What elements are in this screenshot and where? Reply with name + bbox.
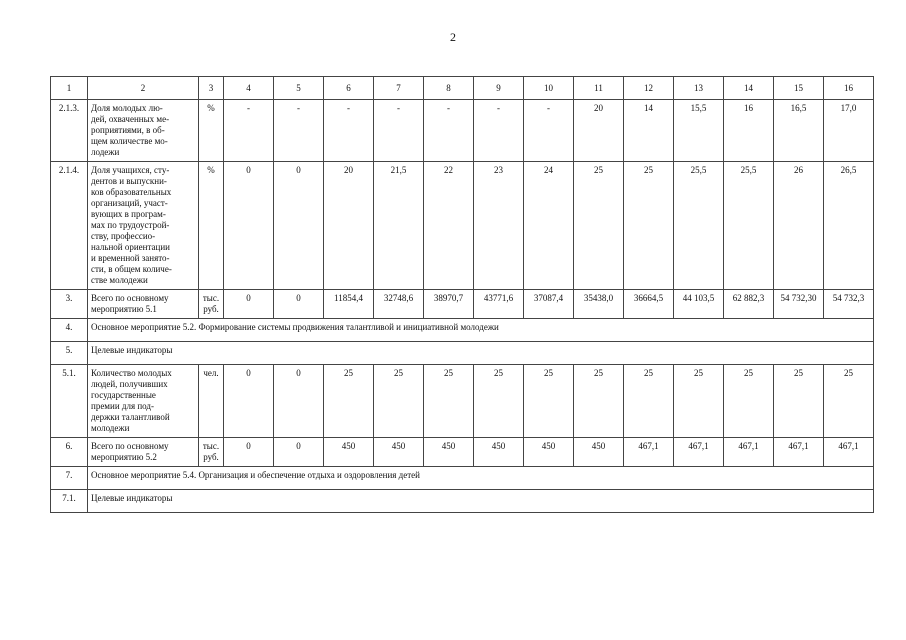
value-cell: 25: [574, 365, 624, 438]
table-row: [51, 290, 874, 319]
unit-cell: тыс. руб.: [199, 438, 224, 467]
value-cell: 25: [474, 365, 524, 438]
indicator-name-cell: Доля молодых лю- дей, охваченных ме- роприятиями, в об- щем количестве мо- лодежи: [88, 100, 199, 162]
value-cell: 26,5: [824, 162, 874, 290]
section-row: [51, 467, 874, 490]
indicators-table: [50, 76, 874, 513]
table-row: [51, 438, 874, 467]
page-number: 2: [450, 30, 456, 44]
column-number-cell: 7: [374, 77, 424, 100]
value-cell: 14: [624, 100, 674, 162]
row-number-cell: 2.1.4.: [51, 162, 88, 290]
value-cell: 36664,5: [624, 290, 674, 319]
section-title-cell: Основное мероприятие 5.2. Формирование системы продвижения талантливой и инициативной молодежи: [88, 319, 874, 342]
value-cell: 25: [624, 365, 674, 438]
column-number-cell: 15: [774, 77, 824, 100]
section-row: [51, 342, 874, 365]
column-number-cell: 14: [724, 77, 774, 100]
value-cell: 25: [324, 365, 374, 438]
table-body: [51, 77, 874, 513]
value-cell: 450: [374, 438, 424, 467]
row-number-cell: 4.: [51, 319, 88, 342]
value-cell: 16: [724, 100, 774, 162]
value-cell: 26: [774, 162, 824, 290]
value-cell: -: [374, 100, 424, 162]
value-cell: 44 103,5: [674, 290, 724, 319]
indicator-name-cell: Всего по основному мероприятию 5.2: [88, 438, 199, 467]
column-number-cell: 2: [88, 77, 199, 100]
value-cell: 450: [574, 438, 624, 467]
value-cell: 0: [224, 438, 274, 467]
header-row: [51, 77, 874, 100]
value-cell: 0: [224, 162, 274, 290]
value-cell: 0: [224, 290, 274, 319]
value-cell: 25: [524, 365, 574, 438]
section-title-cell: Целевые индикаторы: [88, 490, 874, 513]
row-number-cell: 7.1.: [51, 490, 88, 513]
unit-cell: %: [199, 162, 224, 290]
value-cell: -: [424, 100, 474, 162]
column-number-cell: 5: [274, 77, 324, 100]
value-cell: 32748,6: [374, 290, 424, 319]
value-cell: 16,5: [774, 100, 824, 162]
column-number-cell: 6: [324, 77, 374, 100]
value-cell: 25: [674, 365, 724, 438]
value-cell: 54 732,3: [824, 290, 874, 319]
value-cell: 450: [474, 438, 524, 467]
value-cell: 25: [374, 365, 424, 438]
value-cell: 20: [324, 162, 374, 290]
value-cell: 24: [524, 162, 574, 290]
value-cell: 20: [574, 100, 624, 162]
indicator-name-cell: Количество молодых людей, получивших государственные премии для под- держки талантливой молодежи: [88, 365, 199, 438]
column-number-cell: 11: [574, 77, 624, 100]
value-cell: 54 732,30: [774, 290, 824, 319]
value-cell: 25: [824, 365, 874, 438]
value-cell: 450: [524, 438, 574, 467]
value-cell: -: [474, 100, 524, 162]
row-number-cell: 7.: [51, 467, 88, 490]
section-row: [51, 490, 874, 513]
row-number-cell: 6.: [51, 438, 88, 467]
value-cell: 0: [274, 290, 324, 319]
unit-cell: %: [199, 100, 224, 162]
row-number-cell: 5.1.: [51, 365, 88, 438]
value-cell: 17,0: [824, 100, 874, 162]
value-cell: 0: [274, 365, 324, 438]
value-cell: 467,1: [774, 438, 824, 467]
row-number-cell: 5.: [51, 342, 88, 365]
table-row: [51, 100, 874, 162]
value-cell: 25: [774, 365, 824, 438]
indicator-name-cell: Доля учащихся, сту- дентов и выпускни- ков образовательных организаций, участ- вующих в програм- мах по трудоустрой- ству, профессио- нальной ориентации и временной занято- сти, в общем количе- стве молодежи: [88, 162, 199, 290]
value-cell: 25: [574, 162, 624, 290]
section-title-cell: Основное мероприятие 5.4. Организация и обеспечение отдыха и оздоровления детей: [88, 467, 874, 490]
value-cell: 11854,4: [324, 290, 374, 319]
column-number-cell: 12: [624, 77, 674, 100]
value-cell: 23: [474, 162, 524, 290]
value-cell: -: [224, 100, 274, 162]
value-cell: 25: [424, 365, 474, 438]
value-cell: 38970,7: [424, 290, 474, 319]
column-number-cell: 8: [424, 77, 474, 100]
value-cell: 37087,4: [524, 290, 574, 319]
column-number-cell: 13: [674, 77, 724, 100]
column-number-cell: 16: [824, 77, 874, 100]
value-cell: 0: [274, 162, 324, 290]
row-number-cell: 2.1.3.: [51, 100, 88, 162]
value-cell: 25,5: [724, 162, 774, 290]
table-row: [51, 365, 874, 438]
column-number-cell: 1: [51, 77, 88, 100]
value-cell: 22: [424, 162, 474, 290]
column-number-cell: 4: [224, 77, 274, 100]
value-cell: -: [524, 100, 574, 162]
value-cell: 15,5: [674, 100, 724, 162]
row-number-cell: 3.: [51, 290, 88, 319]
value-cell: -: [324, 100, 374, 162]
value-cell: 0: [274, 438, 324, 467]
value-cell: 35438,0: [574, 290, 624, 319]
column-number-cell: 9: [474, 77, 524, 100]
value-cell: 25: [724, 365, 774, 438]
value-cell: -: [274, 100, 324, 162]
value-cell: 0: [224, 365, 274, 438]
value-cell: 467,1: [824, 438, 874, 467]
value-cell: 450: [424, 438, 474, 467]
table-row: [51, 162, 874, 290]
column-number-cell: 3: [199, 77, 224, 100]
value-cell: 43771,6: [474, 290, 524, 319]
value-cell: 467,1: [674, 438, 724, 467]
value-cell: 62 882,3: [724, 290, 774, 319]
unit-cell: тыс. руб.: [199, 290, 224, 319]
section-row: [51, 319, 874, 342]
indicator-name-cell: Всего по основному мероприятию 5.1: [88, 290, 199, 319]
section-title-cell: Целевые индикаторы: [88, 342, 874, 365]
value-cell: 25: [624, 162, 674, 290]
value-cell: 25,5: [674, 162, 724, 290]
value-cell: 467,1: [724, 438, 774, 467]
value-cell: 467,1: [624, 438, 674, 467]
column-number-cell: 10: [524, 77, 574, 100]
value-cell: 21,5: [374, 162, 424, 290]
value-cell: 450: [324, 438, 374, 467]
unit-cell: чел.: [199, 365, 224, 438]
